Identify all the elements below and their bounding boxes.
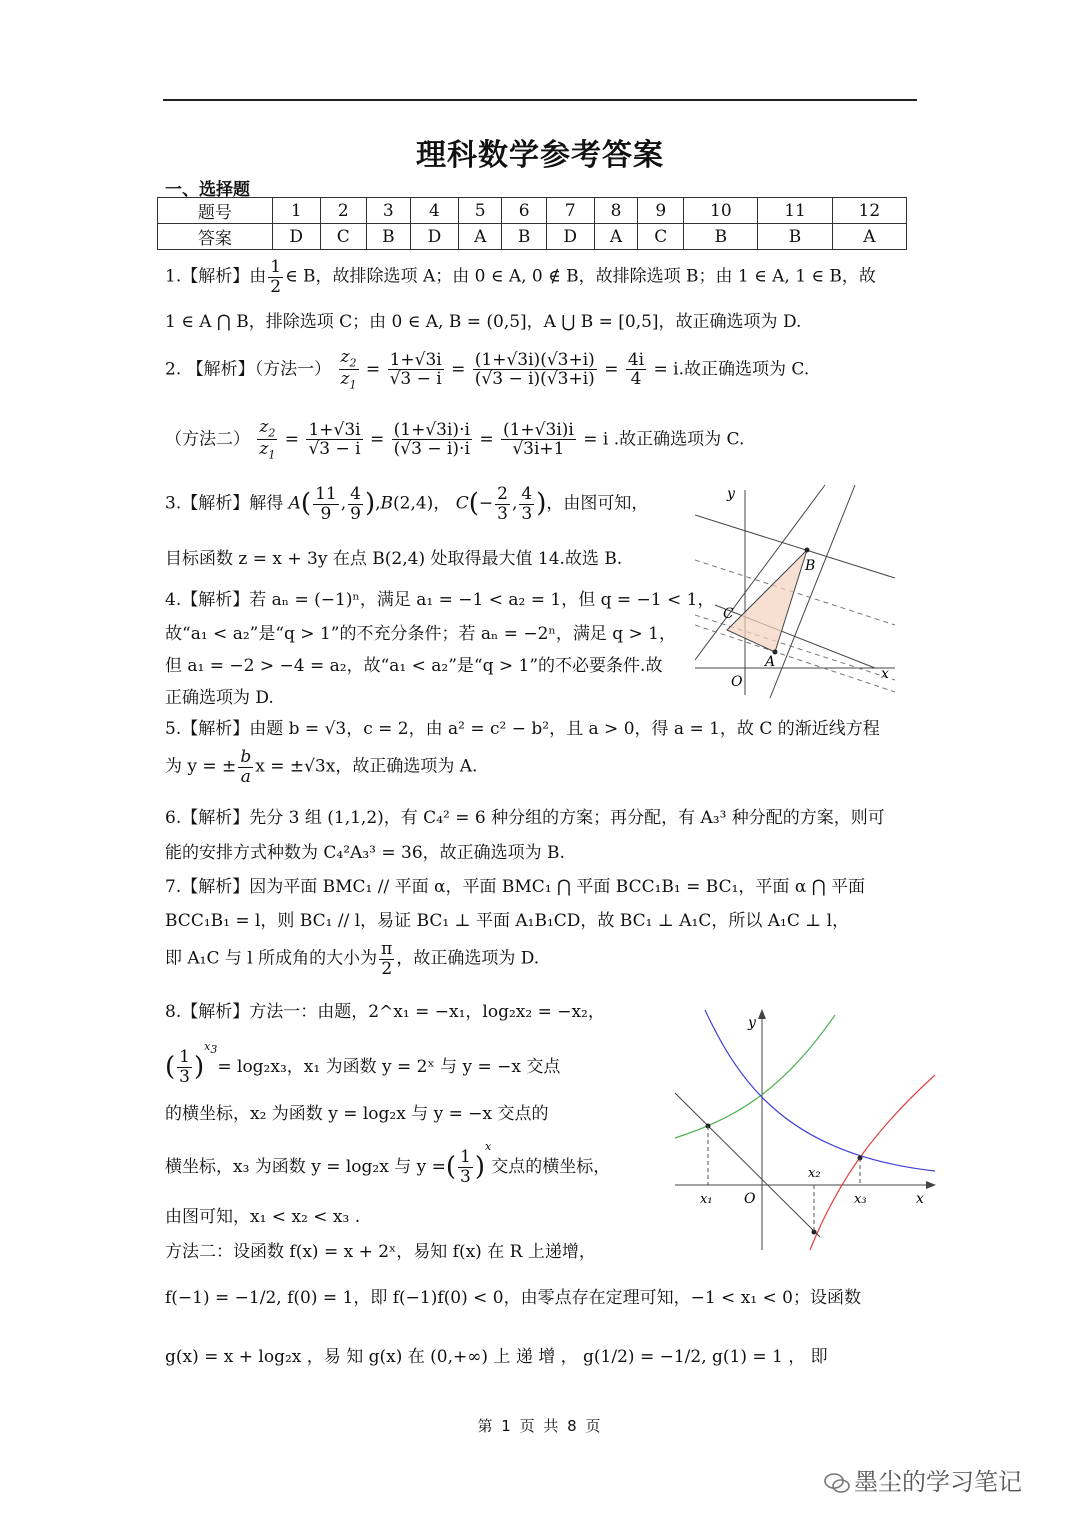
- table-cell: C: [320, 224, 366, 250]
- fraction: $\frac{1+√3i}{√3 - i}$: [308, 419, 361, 460]
- table-cell: 8: [594, 198, 638, 224]
- c-label: C: [723, 606, 734, 622]
- table-cell: 2: [320, 198, 366, 224]
- objective-line: [695, 615, 895, 680]
- q8-line5: 由图可知，x₁ < x₂ < x₃ .: [165, 1207, 361, 1227]
- q8-line3: 的横坐标，x₂ 为函数 y = log₂x 与 y = −x 交点的: [165, 1104, 549, 1124]
- q8-line4: 横坐标，x₃ 为函数 y = log₂x 与 y =( $\frac{1}{3}$ )$^x$交点的横坐标，: [165, 1140, 611, 1187]
- q4-line2: 故“a₁ < a₂”是“q > 1”的不充分条件；若 aₙ = −2ⁿ，满足 q > 1，: [165, 624, 676, 644]
- x3-label: x₃: [854, 1192, 867, 1207]
- q5-line2: 为 y = ± $\frac{b}{a}$ x = ±√3x，故正确选项为 A.: [165, 747, 478, 787]
- curve-log2-x: [810, 1075, 935, 1250]
- q4-line3: 但 a₁ = −2 > −4 = a₂，故“a₁ < a₂”是“q > 1”的不必要条件.故: [165, 656, 663, 676]
- fraction: $\frac{z_2}{z_1}$: [259, 417, 276, 462]
- table-cell: A: [594, 224, 638, 250]
- table-cell: 7: [546, 198, 594, 224]
- x-arrow: [926, 1181, 936, 1189]
- y-arrow: [758, 1009, 766, 1019]
- fraction: $\frac{(1+√3i)(√3+i)}{(√3 - i)(√3+i)}$: [474, 349, 595, 390]
- y-label: y: [727, 486, 735, 502]
- x1-label: x₁: [700, 1192, 713, 1207]
- q1-tag: 1.【解析】: [165, 266, 250, 287]
- q8-line8: g(x) = x + log₂x ，易 知 g(x) 在 (0,+∞) 上 递 增 ， g(1/2) = −1/2, g(1) = 1 ， 即: [165, 1347, 828, 1367]
- x-label: x: [881, 666, 889, 682]
- table-cell: 6: [502, 198, 546, 224]
- table-cell: D: [410, 224, 458, 250]
- curve-one-third-pow-x: [705, 1010, 935, 1171]
- table-cell: A: [458, 224, 502, 250]
- fraction: $\frac{1}{3}$: [460, 1147, 471, 1187]
- fraction: $\frac{1+√3i}{√3 - i}$: [389, 349, 442, 390]
- fraction: $\frac{4i}{4}$: [627, 349, 645, 390]
- table-cell: B: [684, 224, 758, 250]
- q1-line2: 1 ∈ A ⋂ B，排除选项 C；由 0 ∈ A, B = (0,5]，A ⋃ B = [0,5]，故正确选项为 D.: [165, 312, 802, 332]
- line-neg-x: [675, 1093, 820, 1237]
- q8-line6: 方法二：设函数 f(x) = x + 2ˣ，易知 f(x) 在 R 上递增，: [165, 1242, 596, 1262]
- table-cell: 1: [272, 198, 320, 224]
- q8-line1: 8.【解析】方法一：由题，2^x₁ = −x₁，log₂x₂ = −x₂，: [165, 1002, 605, 1022]
- watermark-text: 墨尘的学习笔记: [854, 1468, 1022, 1496]
- fraction: $\frac{(1+√3i)\cdot i}{(√3 - i)\cdot i}$: [393, 419, 470, 460]
- y-label: y: [748, 1015, 756, 1031]
- q3-figure: [695, 480, 900, 700]
- constraint-line: [715, 605, 875, 668]
- header-rule: [163, 99, 917, 101]
- fraction: $\frac{1}{3}$: [179, 1047, 190, 1087]
- q2-method2: （方法二） $\frac{z_2}{z_1}$ = $\frac{1+√3i}{√3 - i}$ = $\frac{(1+√3i)\cdot i}{(√3 - i)\cdot i}$ = $\frac{(1+√3i)i}{√3i+1}$ = i .故正确选项为 C.: [165, 417, 745, 462]
- table-cell: 4: [410, 198, 458, 224]
- origin-label: O: [744, 1191, 756, 1207]
- table-cell: C: [638, 224, 684, 250]
- table-cell: B: [758, 224, 832, 250]
- table-cell: A: [832, 224, 906, 250]
- table-answer-label: 答案: [158, 224, 273, 250]
- q1-line1: 1.【解析】由 $\frac{1}{2}$ ∈ B，故排除选项 A；由 0 ∈ A, 0 ∉ B，故排除选项 B；由 1 ∈ A, 1 ∈ B，故: [165, 257, 876, 297]
- table-cell: 9: [638, 198, 684, 224]
- curve-2-pow-x: [675, 1015, 835, 1138]
- x-label: x: [916, 1191, 924, 1207]
- page-footer: 第 1 页 共 8 页: [477, 1417, 603, 1435]
- a-label: A: [765, 654, 776, 670]
- table-cell: 12: [832, 198, 906, 224]
- q4-line4: 正确选项为 D.: [165, 688, 274, 708]
- q8-figure: [670, 1005, 940, 1255]
- wechat-icon: [824, 1472, 850, 1494]
- q7-line2: BCC₁B₁ = l，则 BC₁ // l，易证 BC₁ ⊥ 平面 A₁B₁CD，故 BC₁ ⊥ A₁C，所以 A₁C ⊥ l，: [165, 911, 850, 931]
- table-row-answers: [158, 224, 907, 250]
- q8-line2: ( $\frac{1}{3}$ )$^{x_3}$= log₂x₃，x₁ 为函数 y = 2ˣ 与 y = −x 交点: [165, 1040, 561, 1087]
- fraction: $\frac{b}{a}$: [240, 747, 252, 787]
- q4-line1: 4.【解析】若 aₙ = (−1)ⁿ，满足 a₁ = −1 < a₂ = 1，但 q = −1 < 1，: [165, 590, 715, 610]
- fraction: $\frac{11}{9}$: [315, 484, 337, 524]
- x2-label: x₂: [808, 1166, 821, 1181]
- q8-line7: f(−1) = −1/2, f(0) = 1，即 f(−1)f(0) < 0，由零点存在定理可知，−1 < x₁ < 0；设函数: [165, 1288, 861, 1308]
- fraction: $\frac{2}{3}$: [497, 484, 508, 524]
- q2-method1: 2. 【解析】（方法一） $\frac{z_2}{z_1}$ = $\frac{1+√3i}{√3 - i}$ = $\frac{(1+√3i)(√3+i)}{(√3 - i)(√3+i)}$ = $\frac{4i}{4}$ = i.故正确选项为 C.: [165, 347, 810, 392]
- table-cell: 5: [458, 198, 502, 224]
- q6-line1: 6.【解析】先分 3 组 (1,1,2)，有 C₄² = 6 种分组的方案；再分配，有 A₃³ 种分配的方案，则可: [165, 808, 885, 828]
- table-cell: 11: [758, 198, 832, 224]
- watermark: [824, 1462, 1022, 1497]
- table-cell: D: [272, 224, 320, 250]
- table-cell: D: [546, 224, 594, 250]
- q5-line1: 5.【解析】由题 b = √3，c = 2，由 a² = c² − b²，且 a > 0，得 a = 1，故 C 的渐近线方程: [165, 719, 880, 739]
- fraction: $\frac{z_2}{z_1}$: [340, 347, 357, 392]
- fraction: $\frac{\pi}{2}$: [381, 939, 393, 979]
- table-cell: 3: [366, 198, 410, 224]
- q3-line2: 目标函数 z = x + 3y 在点 B(2,4) 处取得最大值 14.故选 B.: [165, 549, 623, 569]
- fraction: $\frac{(1+√3i)i}{√3i+1}$: [502, 419, 574, 460]
- q7-line1: 7.【解析】因为平面 BMC₁ // 平面 α，平面 BMC₁ ⋂ 平面 BCC₁B₁ = BC₁，平面 α ⋂ 平面: [165, 877, 866, 897]
- q6-line2: 能的安排方式种数为 C₄²A₃³ = 36，故正确选项为 B.: [165, 843, 565, 863]
- b-label: B: [805, 558, 816, 574]
- table-cell: B: [502, 224, 546, 250]
- fraction: $\frac{4}{3}$: [521, 484, 533, 524]
- page-title: 理科数学参考答案: [416, 138, 664, 173]
- answer-table: [157, 197, 907, 250]
- table-cell: B: [366, 224, 410, 250]
- origin-label: O: [731, 674, 743, 690]
- table-header-label: 题号: [158, 198, 273, 224]
- fraction: $\frac{4}{9}$: [350, 484, 361, 524]
- point-b: [805, 548, 810, 553]
- q3-line1: 3.【解析】解得 A( $\frac{11}{9}$ , $\frac{4}{9}$ ),B(2,4)， C(− $\frac{2}{3}$ , $\frac{4}{3}$ )，由图可知，: [165, 484, 649, 524]
- section-heading: 一、选择题: [165, 180, 250, 200]
- table-row-numbers: [158, 198, 907, 224]
- fraction: $\frac{1}{2}$: [270, 257, 282, 297]
- q7-line3: 即 A₁C 与 l 所成角的大小为 $\frac{\pi}{2}$ ，故正确选项为 D.: [165, 939, 540, 979]
- table-cell: 10: [684, 198, 758, 224]
